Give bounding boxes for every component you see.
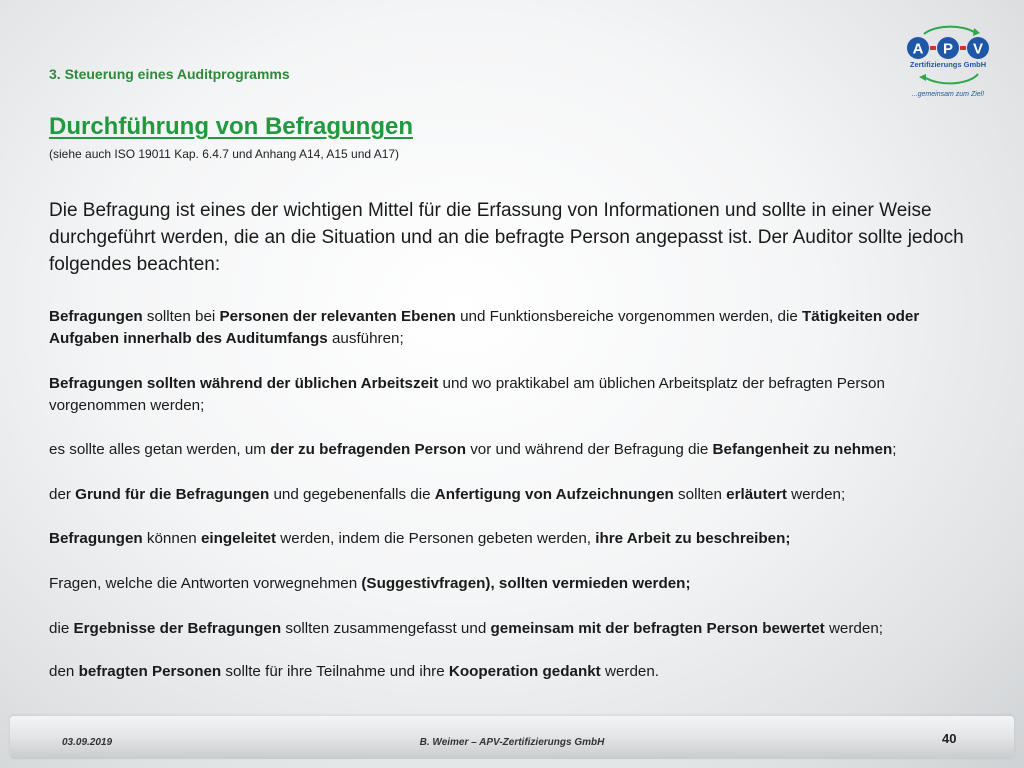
bold-phrase: Befragungen (49, 530, 143, 547)
bold-phrase: Anfertigung von Aufzeichnungen (434, 486, 674, 503)
intro-text: Die Befragung ist eines der wichtigen Mittel für die Erfassung von Informationen und sollte in einer Weise durchgeführt werden, die an die Situation und an die befragte Person angepasst ist. Der Auditor sollte jedoch folgendes beachten: (49, 200, 964, 275)
bold-phrase: gemeinsam mit der befragten Person bewertet (490, 620, 825, 637)
bold-phrase: ihre Arbeit zu beschreiben; (595, 530, 791, 547)
bold-phrase: eingeleitet (200, 530, 277, 547)
bold-phrase: Befangenheit zu nehmen (712, 441, 893, 458)
paragraph-explain-reason (49, 484, 979, 506)
logo-letter-v: V (972, 40, 984, 58)
paragraph-working-hours (49, 373, 979, 417)
bold-phrase: Kooperation gedankt (448, 663, 601, 680)
bold-phrase: (Suggestivfragen), sollten vermieden werden; (361, 575, 691, 592)
logo-tagline: ...gemeinsam zum Ziel! (911, 91, 985, 98)
page-title: Durchführung von Befragungen (49, 113, 413, 140)
text-run: sollte für ihre Teilnahme und ihre (221, 663, 449, 680)
bold-phrase: Grund für die Befragungen (75, 486, 270, 503)
paragraph-describe-work (49, 528, 979, 550)
text-run: und gegebenenfalls die (269, 486, 435, 503)
page-subtitle: (siehe auch ISO 19011 Kap. 6.4.7 und Anhang A14, A15 und A17) (49, 147, 400, 161)
bold-phrase: Tätigkeiten oder Aufgaben innerhalb des Auditumfangs (49, 308, 920, 347)
page-number: 40 (942, 731, 957, 746)
section-heading: 3. Steuerung eines Auditprogramms (49, 66, 290, 82)
footer-author: B. Weimer – APV-Zertifizierungs GmbH (419, 737, 605, 748)
text-run: werden, indem die Personen gebeten werden, (276, 530, 596, 547)
text-run: werden; (824, 620, 883, 637)
text-run: sollten bei (142, 308, 220, 325)
bold-phrase: der zu befragenden Person (270, 441, 466, 458)
text-run: können (142, 530, 201, 547)
bold-phrase: befragten Personen (78, 663, 222, 680)
logo-letter-a: A (912, 40, 924, 58)
text-run: werden. (600, 663, 660, 680)
text-run: werden; (786, 486, 846, 503)
bold-phrase: Befragungen (49, 308, 143, 325)
bold-phrase: erläutert (726, 486, 787, 503)
text-run: und wo praktikabel am üblichen Arbeitsplatz der befragten Person vorgenommen werden; (49, 375, 885, 414)
text-run: sollten zusammengefasst und (281, 620, 491, 637)
text-run: und Funktionsbereiche vorgenommen werden, die (455, 308, 802, 325)
paragraph-thank-participants (49, 661, 979, 683)
apv-logo (896, 18, 1002, 102)
bold-phrase: Befragungen sollten während der üblichen Arbeitszeit (49, 375, 439, 392)
footer-date: 03.09.2019 (62, 737, 113, 748)
logo-letter-p: P (942, 40, 954, 58)
text-run: die (49, 620, 74, 637)
text-run: vor und während der Befragung die (465, 441, 713, 458)
text-run: ausführen; (327, 330, 404, 347)
paragraph-avoid-leading-questions (49, 573, 979, 595)
text-run: den (49, 663, 79, 680)
logo-company: Zertifizierungs GmbH (909, 60, 987, 69)
text-run: Fragen, welche die Antworten vorwegnehmen (49, 575, 362, 592)
paragraph-summarize-results (49, 618, 979, 640)
text-run: ; (892, 441, 897, 458)
bold-phrase: Ergebnisse der Befragungen (73, 620, 282, 637)
paragraph-interview-persons (49, 306, 979, 350)
paragraph-remove-bias (49, 439, 979, 461)
text-run: es sollte alles getan werden, um (49, 441, 271, 458)
bold-phrase: Personen der relevanten Ebenen (219, 308, 456, 325)
text-run: der (49, 486, 76, 503)
text-run: sollten (673, 486, 727, 503)
